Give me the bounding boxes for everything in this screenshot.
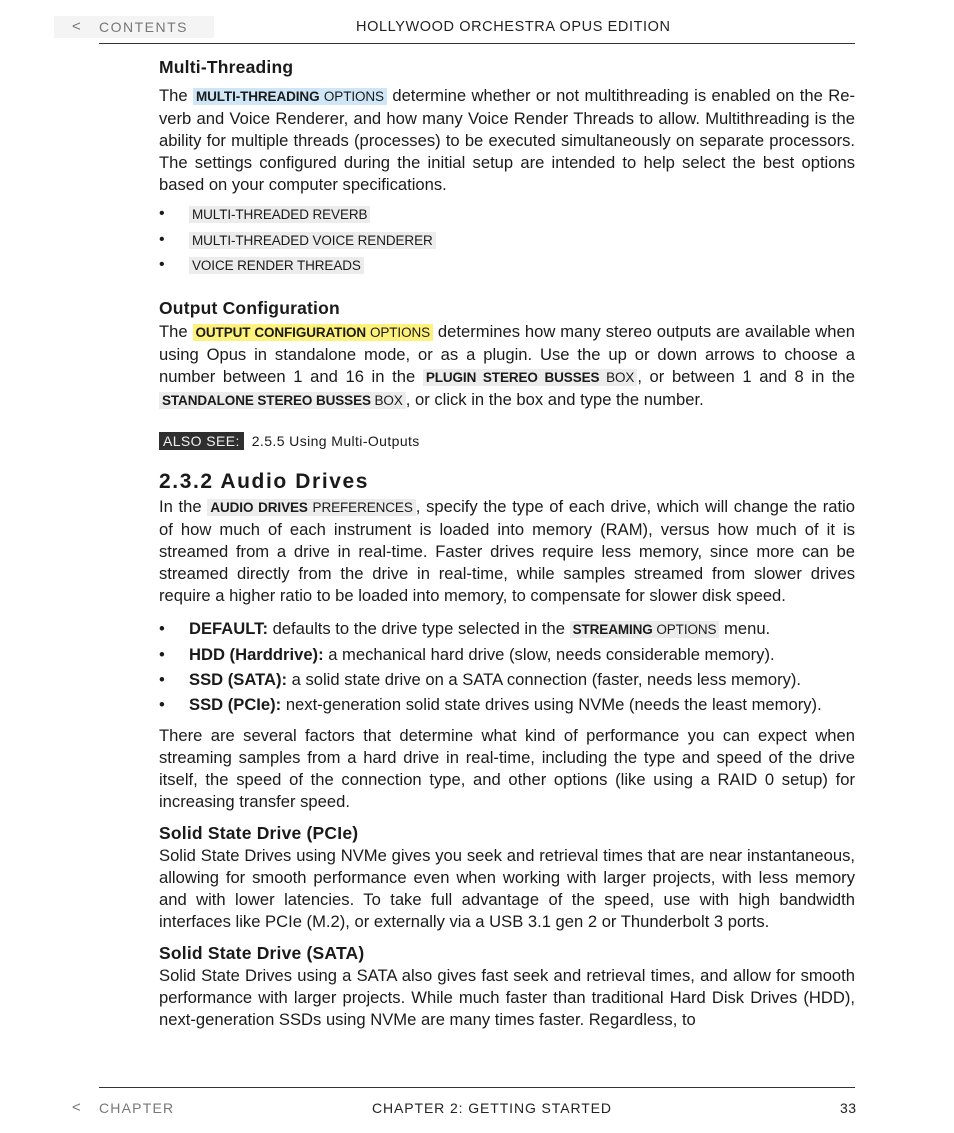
ssd-sata-heading: Solid State Drive (SATA)	[159, 942, 365, 963]
bullet-icon: •	[159, 256, 165, 273]
ssd-pcie-heading: Solid State Drive (PCIe)	[159, 822, 359, 843]
ssd-pcie-paragraph: Solid State Drives using NVMe gives you seek and retrieval times that are near instantaneous, allowing for smooth performance even when working with larger projects, with less memory and with lower latencies. To take full advantage of the speed, use with high bandwidth interfaces like PCIe (M.2), or externally via a USB 3.1 gen 2 or Thunderbolt 3 ports.	[159, 845, 855, 931]
list-item	[159, 253, 855, 279]
also-see-link[interactable]: 2.5.5 Using Multi-Outputs	[251, 432, 420, 449]
chapter-link[interactable]: CHAPTER	[99, 1100, 175, 1116]
list-item-term: DEFAULT:	[189, 618, 268, 638]
bullet-icon: •	[159, 694, 165, 714]
header-divider	[99, 43, 855, 44]
list-item: • SSD (SATA): a solid state drive on a SATA connection (faster, needs less memory).	[159, 667, 855, 692]
streaming-options-label: STREAMING OPTIONS	[570, 621, 720, 638]
bullet-icon: •	[159, 644, 165, 664]
contents-link[interactable]	[54, 16, 214, 38]
multithreading-list	[159, 202, 855, 279]
list-item-term: SSD (SATA):	[189, 669, 288, 689]
drive-type-list	[159, 616, 855, 717]
list-item: • SSD (PCIe): next-generation solid state drives using NVMe (needs the least memory).	[159, 692, 855, 717]
audio-drives-preferences-label: AUDIO DRIVES PREFERENCES	[207, 499, 415, 516]
audio-drives-paragraph: In the AUDIO DRIVES PREFERENCES , specify the type of each drive, which will change the ratio of how much of each instrument is loaded into memory (RAM), versus how much of it is streamed from a drive in real-time. Faster drives require less memory, since more can be streamed directly from the drive in real-time, while samples streamed from slower drives require a higher ratio to be loaded into memory, to compensate for slower disk speed.	[159, 496, 855, 605]
audio-drives-heading: 2.3.2 Audio Drives	[159, 469, 370, 493]
ui-setting-label: VOICE RENDER THREADS	[189, 257, 364, 274]
footer-chapter-title: CHAPTER 2: GETTING STARTED	[372, 1100, 612, 1116]
bullet-icon: •	[159, 230, 165, 248]
list-item	[159, 228, 855, 254]
standalone-stereo-busses-label: STANDALONE STEREO BUSSES BOX	[159, 392, 406, 409]
bullet-icon: •	[159, 669, 165, 689]
multithreading-heading: Multi-Threading	[159, 57, 294, 77]
multithreading-options-link[interactable]: MULTI-THREADING OPTIONS	[193, 88, 387, 105]
plugin-stereo-busses-label: PLUGIN STEREO BUSSES BOX	[423, 369, 637, 386]
ui-setting-label: MULTI-THREADED VOICE RENDERER	[189, 232, 436, 249]
list-item	[159, 202, 855, 228]
output-configuration-options-link[interactable]: OUTPUT CONFIGURATION OPTIONS	[193, 324, 434, 341]
bullet-icon: •	[159, 618, 165, 638]
multithreading-paragraph: The MULTI-THREADING OPTIONS determine whether or not multithreading is enabled on the Reverb and Voice Renderer, and how many Voice Render Threads to allow. Multithreading is the ability for multiple threads (processes) to be executed simultaneously on separate processors. The settings configured during the initial setup are intended to help select the best options based on your computer specifications.	[159, 86, 855, 194]
document-title: HOLLYWOOD ORCHESTRA OPUS EDITION	[356, 19, 671, 35]
page-header	[0, 0, 954, 44]
output-configuration-paragraph: The OUTPUT CONFIGURATION OPTIONS determines how many stereo outputs are available when using Opus in standalone mode, or as a plugin. Use the up or down arrows to choose a number between 1 and 16 in the PLUGIN STEREO BUSSES BOX , or between 1 and 8 in the STANDALONE STEREO BUSSES BOX , or click in the box and type the number.	[159, 321, 855, 409]
chevron-left-icon: <	[72, 18, 83, 35]
list-item-term: HDD (Harddrive):	[189, 644, 324, 664]
page-content	[159, 54, 855, 1031]
also-see-badge: ALSO SEE:	[159, 432, 244, 450]
streaming-factors-paragraph: There are several factors that determine what kind of performance you can expect when streaming samples from a hard drive in real-time, including the type and speed of the drive itself, the speed of the connection type, and other options (like using a RAID 0 setup) for increasing transfer speed.	[159, 725, 855, 811]
footer-divider	[99, 1087, 855, 1088]
ui-setting-label: MULTI-THREADED REVERB	[189, 206, 370, 223]
bullet-icon: •	[159, 205, 165, 222]
chevron-left-icon[interactable]: <	[72, 1099, 82, 1116]
also-see-reference	[159, 431, 855, 451]
page-number: 33	[840, 1100, 857, 1116]
list-item-term: SSD (PCIe):	[189, 694, 282, 714]
list-item: • HDD (Harddrive): a mechanical hard drive (slow, needs considerable memory).	[159, 642, 855, 667]
output-configuration-heading: Output Configuration	[159, 297, 340, 318]
list-item: • DEFAULT: defaults to the drive type selected in the STREAMING OPTIONS menu.	[159, 616, 855, 642]
contents-label: CONTENTS	[99, 19, 188, 35]
ssd-sata-paragraph: Solid State Drives using a SATA also gives fast seek and retrieval times, and allow for smooth performance with larger projects. While much faster than traditional Hard Disk Drives (HDD), next-generation SSDs using NVMe are many times faster. Regardless, to	[159, 965, 855, 1029]
